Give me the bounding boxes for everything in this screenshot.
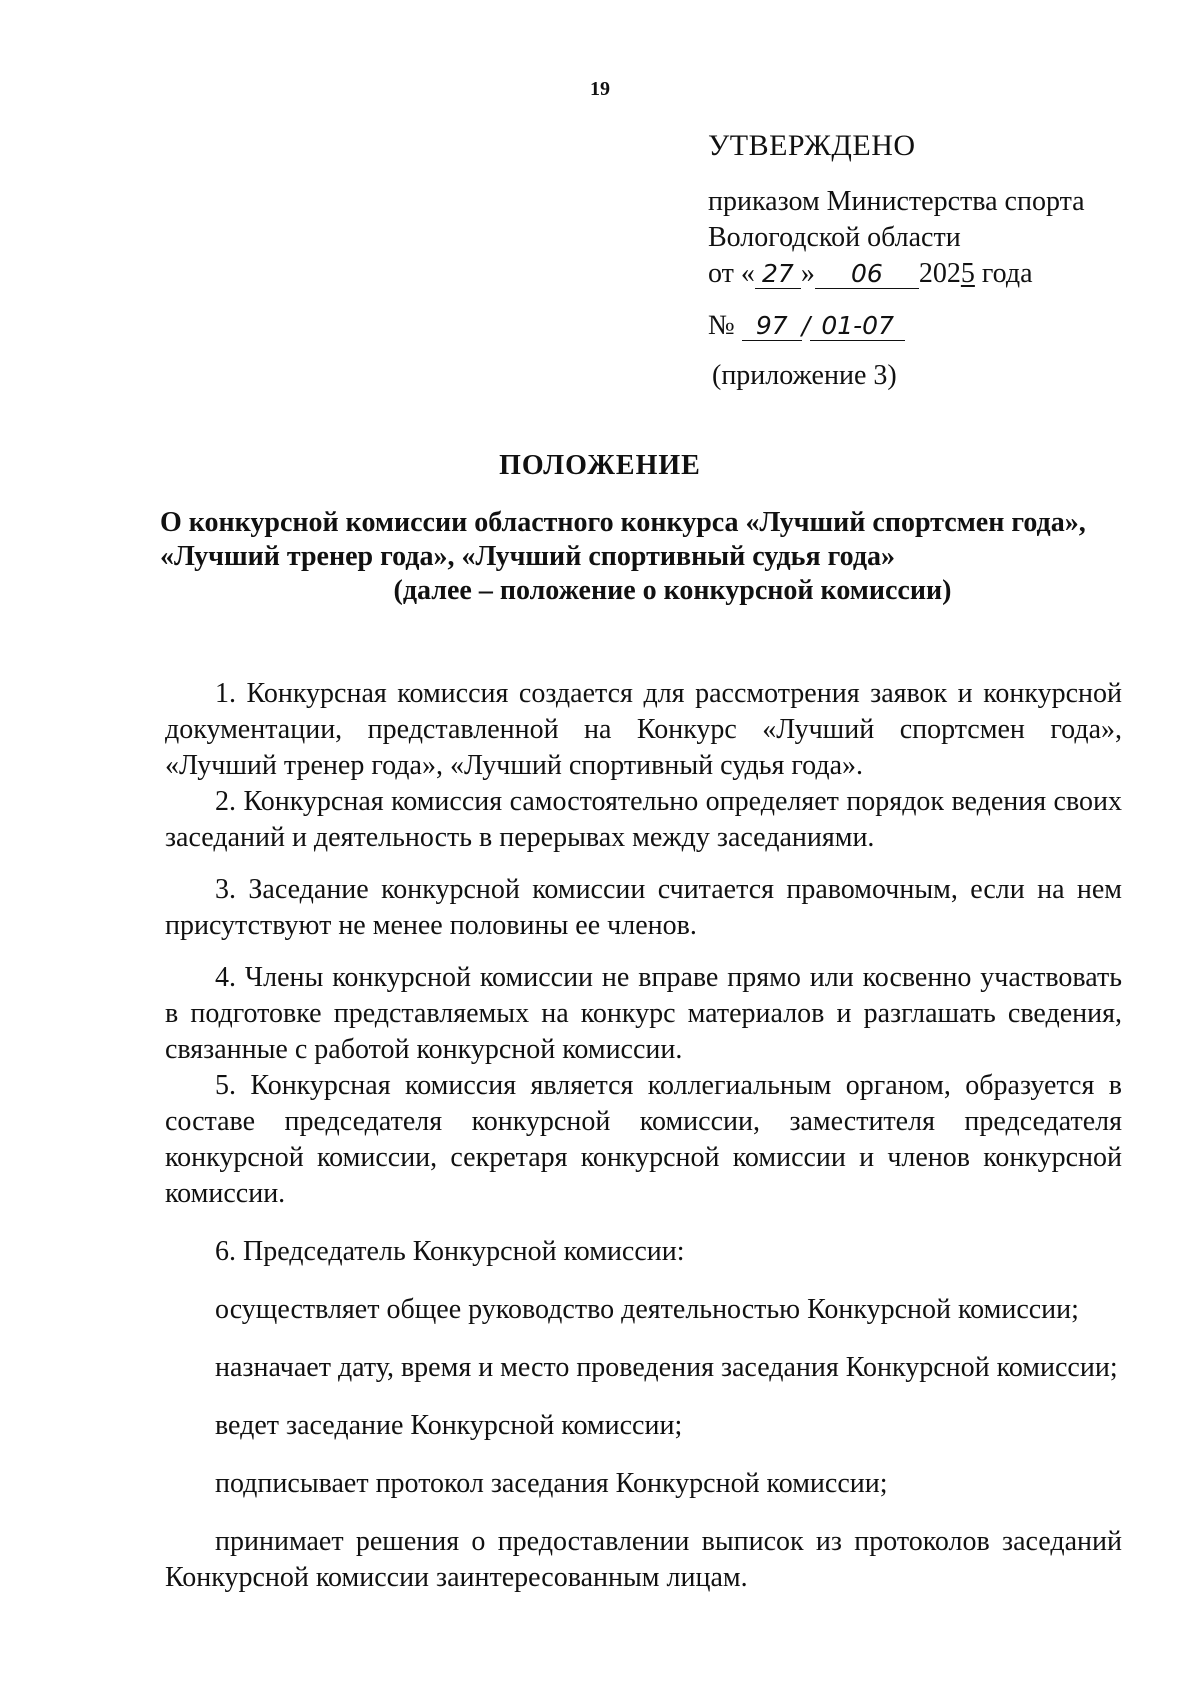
date-prefix: от « [708, 258, 755, 289]
appendix-label: (приложение 3) [712, 360, 897, 391]
subheading-line-3: (далее – положение о конкурсной комиссии) [393, 575, 952, 606]
subheading-line-1: О конкурсной комиссии областного конкурса «Лучший спортсмен года», [160, 507, 1086, 538]
subheading-line-2: «Лучший тренер года», «Лучший спортивный судья года» [160, 541, 896, 572]
page-number: 19 [590, 78, 610, 100]
number-separator: / [801, 311, 811, 340]
paragraph-10: подписывает протокол заседания Конкурсной комиссии; [215, 1468, 888, 1499]
date-month: 06 [815, 260, 919, 289]
document-body [165, 676, 1122, 1596]
date-mid: » [800, 258, 815, 289]
paragraph-7: осуществляет общее руководство деятельностью Конкурсной комиссии; [215, 1294, 1079, 1325]
approval-title: УТВЕРЖДЕНО [708, 129, 916, 162]
paragraph-4: 4. Члены конкурсной комиссии не вправе прямо или косвенно участвовать в подготовке представляемых на конкурс материалов и разглашать сведения, связанные с работой конкурсной комиссии. [165, 962, 1122, 1065]
number-prefix: № [708, 310, 735, 341]
paragraph-3: 3. Заседание конкурсной комиссии считается правомочным, если на нем присутствуют не менее половины ее членов. [165, 874, 1122, 941]
year-suffix: года [974, 258, 1033, 289]
document-subheading [160, 506, 1125, 608]
year-prefix: 202 [918, 258, 961, 289]
paragraph-2: 2. Конкурсная комиссия самостоятельно определяет порядок ведения своих заседаний и деятельность в перерывах между заседаниями. [165, 786, 1122, 853]
year-underlined: 5 [960, 258, 975, 289]
approval-block [708, 128, 1128, 394]
paragraph-5: 5. Конкурсная комиссия является коллегиальным органом, образуется в составе председателя конкурсной комиссии, заместителя председателя конкурсной комиссии, секретаря конкурсной комиссии и членов конкурсной комиссии. [165, 1070, 1122, 1209]
approval-number-line [708, 308, 1128, 344]
approval-region-line: Вологодской области [708, 222, 961, 253]
paragraph-11: принимает решения о предоставлении выписок из протоколов заседаний Конкурсной комиссии заинтересованным лицам. [165, 1526, 1122, 1593]
paragraph-9: ведет заседание Конкурсной комиссии; [215, 1410, 683, 1441]
number-part1: 97 [742, 312, 802, 341]
document-heading: ПОЛОЖЕНИЕ [499, 450, 701, 481]
approval-order-line: приказом Министерства спорта [708, 186, 1085, 217]
paragraph-6: 6. Председатель Конкурсной комиссии: [215, 1236, 685, 1267]
approval-date-line [708, 256, 1128, 292]
date-day: 27 [755, 260, 801, 289]
paragraph-1: 1. Конкурсная комиссия создается для рассмотрения заявок и конкурсной документации, представленной на Конкурс «Лучший спортсмен года», «Лучший тренер года», «Лучший спортивный судья года». [165, 678, 1122, 781]
paragraph-8: назначает дату, время и место проведения заседания Конкурсной комиссии; [215, 1352, 1118, 1383]
number-part2: 01-07 [810, 312, 905, 341]
